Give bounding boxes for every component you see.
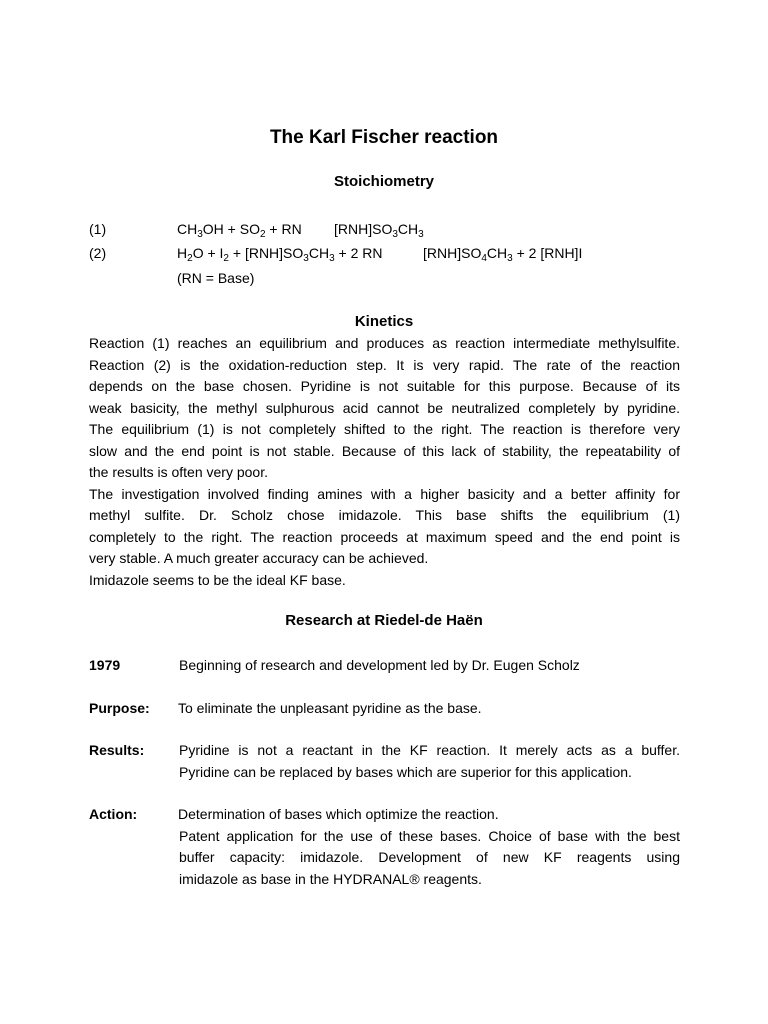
purpose-label: Purpose: (89, 700, 150, 716)
text-line: Imidazole seems to be the ideal KF base. (89, 571, 346, 588)
text-line: methyl sulfite. Dr. Scholz chose imidazole. This base shifts the equilibrium (1) (89, 507, 680, 523)
action-line-3: buffer capacity: imidazole. Development of new KF reagents using (179, 849, 680, 865)
text-line: slow and the end point is not stable. Because of this lack of stability, the repeatability of (89, 442, 680, 459)
year-label: 1979 (89, 657, 121, 673)
purpose-text: To eliminate the unpleasant pyridine as the base. (178, 700, 482, 716)
text-line: completely to the right. The reaction proceeds at maximum speed and the end point is (89, 528, 680, 545)
text-line: Reaction (2) is the oxidation-reduction step. It is very rapid. The rate of the reaction (89, 356, 680, 373)
stoichiometry-heading: Stoichiometry (333, 173, 435, 190)
text-line: The investigation involved finding amines with a higher basicity and a better affinity for (89, 485, 680, 502)
text-line: Reaction (1) reaches an equilibrium and produces as reaction intermediate methylsulfite. (89, 335, 680, 351)
text-line: depends on the base chosen. Pyridine is not suitable for this purpose. Because of its (89, 378, 680, 394)
equation-1 (89, 219, 689, 241)
equation-2-reactants: $H_2O + I_2 + [RNH]SO_3CH_3 + 2$ RN (177, 245, 383, 264)
equation-2-number: (2) (89, 245, 107, 261)
kinetics-paragraph-1 (89, 333, 680, 591)
action-line-1: Determination of bases which optimize the reaction. (178, 806, 499, 822)
text-line: The equilibrium (1) is not completely shifted to the right. The reaction is therefore very (89, 421, 680, 437)
results-label: Results: (89, 742, 145, 758)
equation-2-products: $[RNH]SO_4CH_3 + 2$ [RNH]I (423, 245, 583, 264)
text-line: the results is often very poor. (89, 464, 268, 480)
year-text: Beginning of research and development led by Dr. Eugen Scholz (179, 657, 580, 673)
research-heading: Research at Riedel-de Haën (285, 612, 483, 629)
results-line-2: Pyridine can be replaced by bases which are superior for this application. (179, 764, 632, 780)
action-label: Action: (89, 806, 138, 822)
action-line-2: Patent application for the use of these bases. Choice of base with the best (179, 828, 680, 844)
action-line-4: imidazole as base in the HYDRANAL® reagents. (179, 871, 482, 887)
equation-2 (89, 243, 689, 265)
results-line-1: Pyridine is not a reactant in the KF reaction. It merely acts as a buffer. (179, 742, 680, 758)
equation-1-products: $[RNH]SO_3CH_3$ (334, 221, 424, 240)
kinetics-heading: Kinetics (354, 313, 414, 330)
text-line: very stable. A much greater accuracy can be achieved. (89, 550, 429, 566)
equation-note-text: (RN = Base) (177, 270, 255, 286)
text-line: weak basicity, the methyl sulphurous acid cannot be neutralized completely by pyridine. (89, 399, 680, 416)
page-title: The Karl Fischer reaction (269, 127, 499, 148)
equation-1-number: (1) (89, 221, 107, 237)
equation-1-reactants: $CH_3OH + SO_2$ + RN (177, 221, 302, 240)
